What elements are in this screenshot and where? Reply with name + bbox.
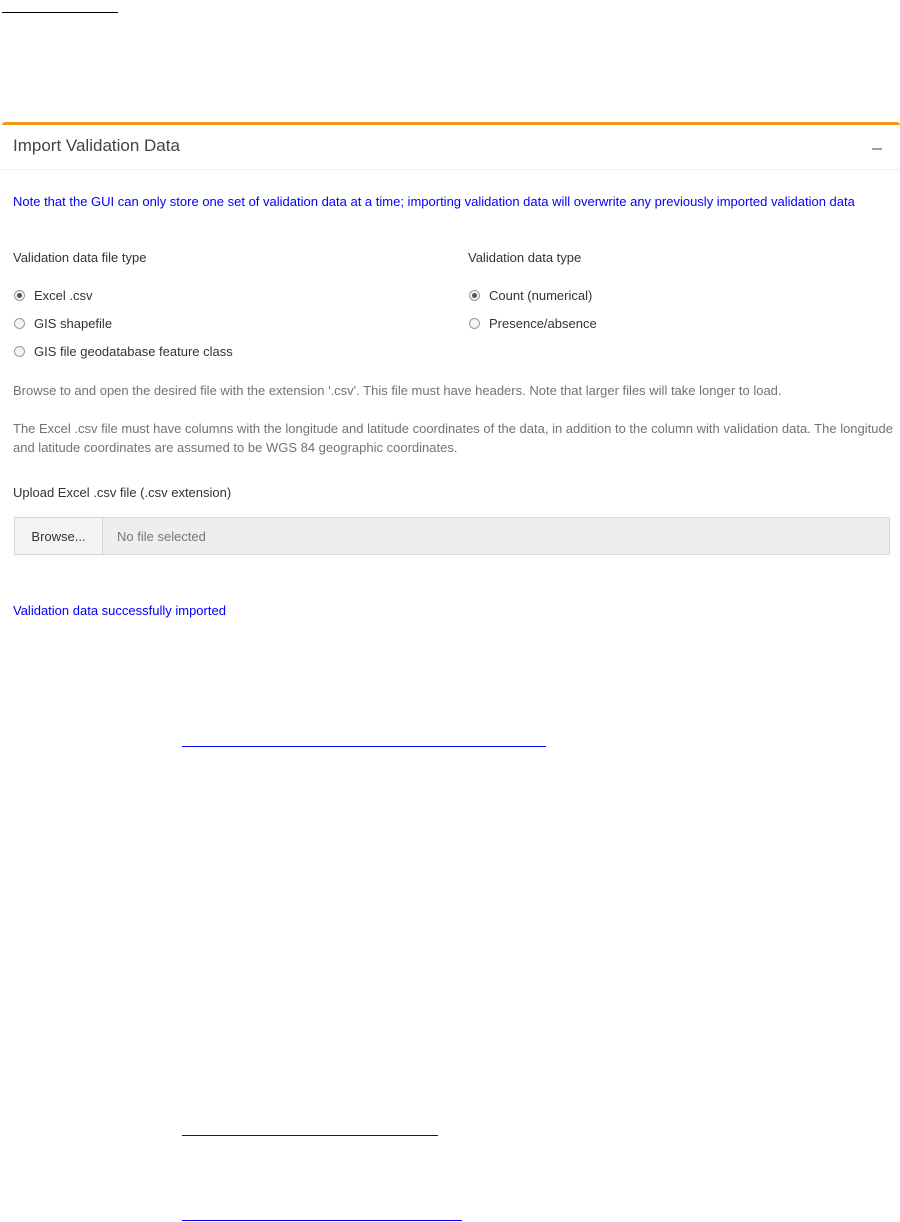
radio-unchecked-icon[interactable] bbox=[14, 318, 25, 329]
import-validation-panel bbox=[2, 122, 900, 620]
selected-file-field[interactable]: No file selected bbox=[117, 528, 206, 544]
radio-file-type-gis-shapefile[interactable] bbox=[14, 314, 112, 332]
link-underline[interactable] bbox=[182, 1220, 462, 1221]
upload-label: Upload Excel .csv file (.csv extension) bbox=[13, 485, 232, 500]
import-success-message: Validation data successfully imported bbox=[13, 603, 226, 618]
browse-button[interactable]: Browse... bbox=[15, 518, 103, 554]
radio-checked-icon[interactable] bbox=[469, 290, 480, 301]
radio-unchecked-icon[interactable] bbox=[469, 318, 480, 329]
link-underline[interactable] bbox=[182, 746, 546, 747]
radio-label: GIS file geodatabase feature class bbox=[34, 343, 233, 359]
file-type-label: Validation data file type bbox=[13, 250, 147, 265]
panel-header bbox=[2, 125, 900, 170]
help-text-extension: Browse to and open the desired file with the extension '.csv'. This file must have headers. Note that larger files will take longer to load. bbox=[13, 383, 782, 398]
radio-checked-icon[interactable] bbox=[14, 290, 25, 301]
minus-icon bbox=[872, 148, 882, 150]
panel-title: Import Validation Data bbox=[13, 136, 180, 155]
radio-file-type-geodatabase[interactable] bbox=[14, 342, 233, 360]
overwrite-note: Note that the GUI can only store one set of validation data at a time; importing validation data will overwrite any previously imported validation data bbox=[13, 194, 855, 209]
data-type-label: Validation data type bbox=[468, 250, 582, 265]
radio-label: Count (numerical) bbox=[489, 287, 593, 303]
link-underline[interactable] bbox=[182, 1135, 438, 1136]
collapse-button[interactable] bbox=[870, 135, 890, 155]
radio-data-type-presence-absence[interactable] bbox=[469, 314, 597, 332]
file-upload-input[interactable] bbox=[14, 517, 890, 555]
radio-unchecked-icon[interactable] bbox=[14, 346, 25, 357]
top-divider-line bbox=[2, 12, 118, 13]
radio-file-type-excel-csv[interactable] bbox=[14, 286, 93, 304]
radio-data-type-count[interactable] bbox=[469, 286, 592, 304]
help-text-columns: The Excel .csv file must have columns with the longitude and latitude coordinates of the data, in addition to the column with validation data. The longitude and latitude coordinates are assumed to be WGS 84 geographic coordinates. bbox=[13, 421, 893, 455]
radio-label: Presence/absence bbox=[489, 315, 597, 331]
radio-label: GIS shapefile bbox=[34, 315, 113, 331]
radio-label: Excel .csv bbox=[34, 287, 93, 303]
